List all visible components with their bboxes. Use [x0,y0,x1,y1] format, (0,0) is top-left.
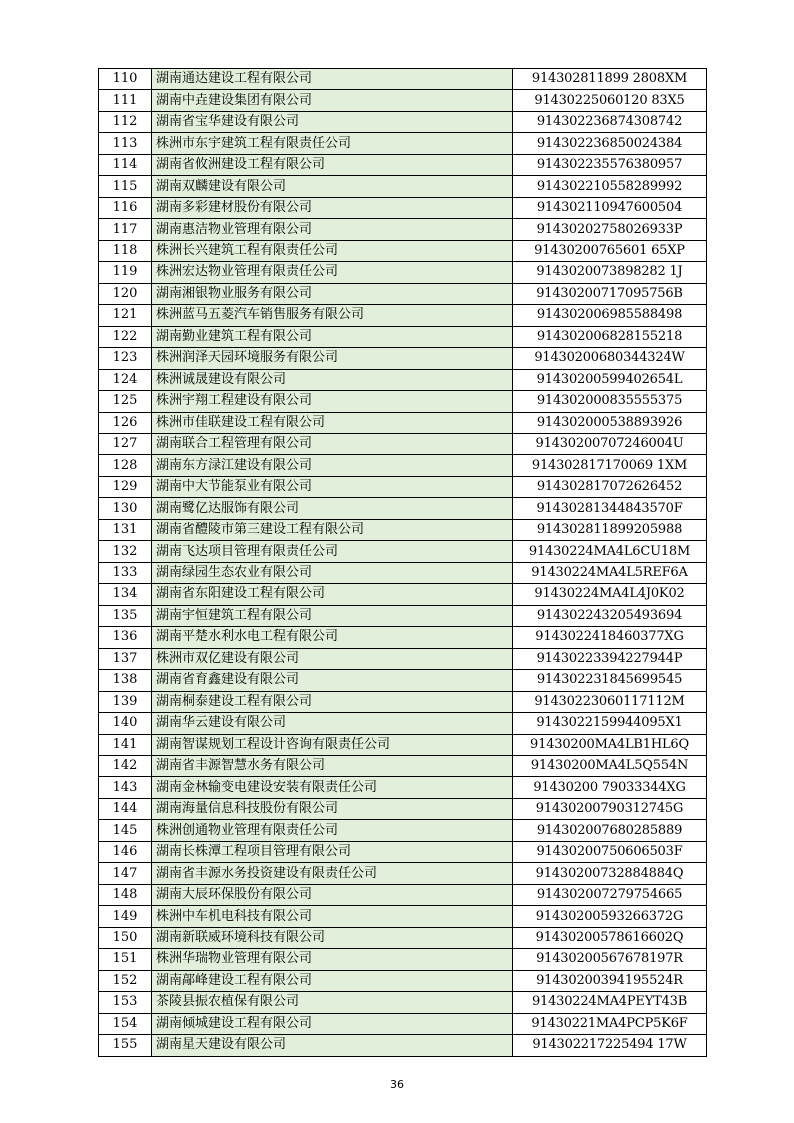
table-row [99,627,707,648]
row-number-cell: 154 [99,1013,152,1034]
company-name-cell: 湖南华云建设有限公司 [152,713,513,734]
credit-code-cell: 91430200707246004U [513,433,707,454]
row-number-cell: 126 [99,412,152,433]
credit-code-cell: 914302811899205988 [513,519,707,540]
table-row [99,219,707,240]
row-number-cell: 130 [99,498,152,519]
company-name-cell: 湖南海量信息科技股份有限公司 [152,798,513,819]
company-name-cell: 湖南星天建设有限公司 [152,1035,513,1056]
company-name-cell: 株洲润泽天园环境服务有限公司 [152,348,513,369]
table-row [99,283,707,304]
row-number-cell: 152 [99,970,152,991]
table-row [99,133,707,154]
row-number-cell: 125 [99,391,152,412]
table-row [99,777,707,798]
row-number-cell: 135 [99,605,152,626]
credit-code-cell: 914302210558289992 [513,176,707,197]
table-row [99,906,707,927]
table-row [99,240,707,261]
credit-code-cell: 91430200717095756B [513,283,707,304]
credit-code-cell: 914302243205493694 [513,605,707,626]
table-row [99,648,707,669]
credit-code-cell: 914302000835555375 [513,391,707,412]
credit-code-cell: 91430200599402654L [513,369,707,390]
credit-code-cell: 914302007279754665 [513,884,707,905]
credit-code-cell: 914302110947600504 [513,197,707,218]
row-number-cell: 132 [99,541,152,562]
credit-code-cell: 91430224MA4PEYT43B [513,992,707,1013]
table-row [99,605,707,626]
row-number-cell: 116 [99,197,152,218]
table-row [99,820,707,841]
table-row [99,519,707,540]
row-number-cell: 113 [99,133,152,154]
company-name-cell: 湖南中大节能泵业有限公司 [152,476,513,497]
credit-code-cell: 91430200750606503F [513,841,707,862]
company-name-cell: 湖南金林输变电建设安装有限责任公司 [152,777,513,798]
table-row [99,176,707,197]
table-row [99,498,707,519]
row-number-cell: 138 [99,670,152,691]
row-number-cell: 117 [99,219,152,240]
credit-code-cell: 91430225060120 83X5 [513,90,707,111]
credit-code-cell: 914302000538893926 [513,412,707,433]
row-number-cell: 139 [99,691,152,712]
table-row [99,391,707,412]
company-name-cell: 株洲蓝马五菱汽车销售服务有限公司 [152,305,513,326]
credit-code-cell: 91430200680344324W [513,348,707,369]
row-number-cell: 119 [99,262,152,283]
credit-code-cell: 91430224MA4L4J0K02 [513,584,707,605]
row-number-cell: 153 [99,992,152,1013]
row-number-cell: 142 [99,756,152,777]
table-row [99,992,707,1013]
company-name-cell: 湖南省丰源智慧水务有限公司 [152,756,513,777]
company-name-cell: 株洲宇翔工程建设有限公司 [152,391,513,412]
table-row [99,691,707,712]
table-row [99,841,707,862]
row-number-cell: 124 [99,369,152,390]
credit-code-cell: 914302007680285889 [513,820,707,841]
table-row [99,584,707,605]
row-number-cell: 151 [99,949,152,970]
company-name-cell: 湖南智谋规划工程设计咨询有限责任公司 [152,734,513,755]
company-name-cell: 株洲诚晟建设有限公司 [152,369,513,390]
company-name-cell: 湖南新联威环境科技有限公司 [152,927,513,948]
table-row [99,326,707,347]
row-number-cell: 111 [99,90,152,111]
company-name-cell: 湖南省醴陵市第三建设工程有限公司 [152,519,513,540]
company-name-cell: 湖南省丰源水务投资建设有限责任公司 [152,863,513,884]
company-name-cell: 湖南勤业建筑工程有限公司 [152,326,513,347]
credit-code-cell: 91430200 79033344XG [513,777,707,798]
row-number-cell: 128 [99,455,152,476]
credit-code-cell: 914302231845699545 [513,670,707,691]
row-number-cell: 122 [99,326,152,347]
company-name-cell: 湖南飞达项目管理有限责任公司 [152,541,513,562]
row-number-cell: 146 [99,841,152,862]
company-name-cell: 茶陵县振农植保有限公司 [152,992,513,1013]
table-row [99,541,707,562]
table-body [99,69,707,1057]
credit-code-cell: 91430202758026933P [513,219,707,240]
row-number-cell: 129 [99,476,152,497]
company-name-cell: 湖南鹭亿达服饰有限公司 [152,498,513,519]
table-row [99,476,707,497]
company-name-cell: 湖南长株潭工程项目管理有限公司 [152,841,513,862]
company-name-cell: 株洲中车机电科技有限公司 [152,906,513,927]
row-number-cell: 121 [99,305,152,326]
company-name-cell: 湖南省东阳建设工程有限公司 [152,584,513,605]
credit-code-cell: 9143020073898282 1J [513,262,707,283]
company-name-cell: 湖南平楚水利水电工程有限公司 [152,627,513,648]
credit-code-cell: 91430200765601 65XP [513,240,707,261]
table-row [99,412,707,433]
company-name-cell: 湖南联合工程管理有限公司 [152,433,513,454]
row-number-cell: 127 [99,433,152,454]
row-number-cell: 137 [99,648,152,669]
table-row [99,863,707,884]
table-row [99,262,707,283]
row-number-cell: 133 [99,562,152,583]
table-row [99,713,707,734]
credit-code-cell: 91430221MA4PCP5K6F [513,1013,707,1034]
table-row [99,369,707,390]
row-number-cell: 120 [99,283,152,304]
table-row [99,798,707,819]
row-number-cell: 149 [99,906,152,927]
company-name-cell: 湖南中垚建设集团有限公司 [152,90,513,111]
credit-code-cell: 914302235576380957 [513,154,707,175]
table-row [99,197,707,218]
company-name-cell: 湖南湘银物业服务有限公司 [152,283,513,304]
company-name-cell: 株洲宏达物业管理有限责任公司 [152,262,513,283]
company-name-cell: 湖南东方渌江建设有限公司 [152,455,513,476]
credit-code-cell: 914302006828155218 [513,326,707,347]
row-number-cell: 123 [99,348,152,369]
credit-code-cell: 91430224MA4L6CU18M [513,541,707,562]
page-number: 36 [390,1078,404,1091]
company-name-cell: 株洲创通物业管理有限责任公司 [152,820,513,841]
table-row [99,111,707,132]
credit-code-cell: 914302817072626452 [513,476,707,497]
company-name-cell: 湖南鄗峰建设工程有限公司 [152,970,513,991]
credit-code-cell: 914302817170069 1XM [513,455,707,476]
row-number-cell: 144 [99,798,152,819]
credit-code-cell: 91430200MA4LB1HL6Q [513,734,707,755]
table-row [99,455,707,476]
table-row [99,562,707,583]
company-name-cell: 湖南惠洁物业管理有限公司 [152,219,513,240]
credit-code-cell: 91430223060117112M [513,691,707,712]
table-row [99,1035,707,1056]
table-row [99,433,707,454]
row-number-cell: 110 [99,69,152,90]
company-name-cell: 湖南倾城建设工程有限公司 [152,1013,513,1034]
table-row [99,927,707,948]
table-row [99,69,707,90]
credit-code-cell: 914302811899 2808XM [513,69,707,90]
table-row [99,734,707,755]
credit-code-cell: 914302236850024384 [513,133,707,154]
row-number-cell: 114 [99,154,152,175]
credit-code-cell: 91430200578616602Q [513,927,707,948]
company-name-cell: 湖南双麟建设有限公司 [152,176,513,197]
credit-code-cell: 914302006985588498 [513,305,707,326]
table-row [99,1013,707,1034]
row-number-cell: 143 [99,777,152,798]
table-row [99,756,707,777]
row-number-cell: 155 [99,1035,152,1056]
credit-code-cell: 91430200790312745G [513,798,707,819]
credit-code-cell: 91430200MA4L5Q554N [513,756,707,777]
company-name-cell: 湖南通达建设工程有限公司 [152,69,513,90]
company-name-cell: 湖南省育鑫建设有限公司 [152,670,513,691]
credit-code-cell: 91430200593266372G [513,906,707,927]
credit-code-cell: 91430200567678197R [513,949,707,970]
row-number-cell: 150 [99,927,152,948]
company-name-cell: 湖南绿园生态农业有限公司 [152,562,513,583]
table-row [99,884,707,905]
row-number-cell: 115 [99,176,152,197]
company-name-cell: 湖南宇恒建筑工程有限公司 [152,605,513,626]
company-name-cell: 湖南大辰环保股份有限公司 [152,884,513,905]
table-row [99,970,707,991]
credit-code-cell: 914302236874308742 [513,111,707,132]
company-list-table [98,68,707,1057]
company-name-cell: 株洲市东宇建筑工程有限责任公司 [152,133,513,154]
table-row [99,90,707,111]
table-row [99,670,707,691]
credit-code-cell: 9143022159944095X1 [513,713,707,734]
row-number-cell: 131 [99,519,152,540]
row-number-cell: 147 [99,863,152,884]
table-row [99,348,707,369]
company-name-cell: 湖南桐泰建设工程有限公司 [152,691,513,712]
credit-code-cell: 9143022418460377XG [513,627,707,648]
row-number-cell: 145 [99,820,152,841]
row-number-cell: 112 [99,111,152,132]
table-row [99,154,707,175]
credit-code-cell: 91430224MA4L5REF6A [513,562,707,583]
company-name-cell: 湖南省攸洲建设工程有限公司 [152,154,513,175]
company-name-cell: 株洲市双亿建设有限公司 [152,648,513,669]
credit-code-cell: 91430200394195524R [513,970,707,991]
credit-code-cell: 91430281344843570F [513,498,707,519]
row-number-cell: 140 [99,713,152,734]
company-name-cell: 株洲华瑞物业管理有限公司 [152,949,513,970]
company-name-cell: 湖南省宝华建设有限公司 [152,111,513,132]
row-number-cell: 136 [99,627,152,648]
row-number-cell: 148 [99,884,152,905]
table-row [99,305,707,326]
row-number-cell: 134 [99,584,152,605]
company-name-cell: 株洲长兴建筑工程有限责任公司 [152,240,513,261]
credit-code-cell: 91430223394227944P [513,648,707,669]
table-row [99,949,707,970]
credit-code-cell: 914302217225494 17W [513,1035,707,1056]
row-number-cell: 118 [99,240,152,261]
company-name-cell: 湖南多彩建材股份有限公司 [152,197,513,218]
company-name-cell: 株洲市佳联建设工程有限公司 [152,412,513,433]
row-number-cell: 141 [99,734,152,755]
credit-code-cell: 91430200732884884Q [513,863,707,884]
